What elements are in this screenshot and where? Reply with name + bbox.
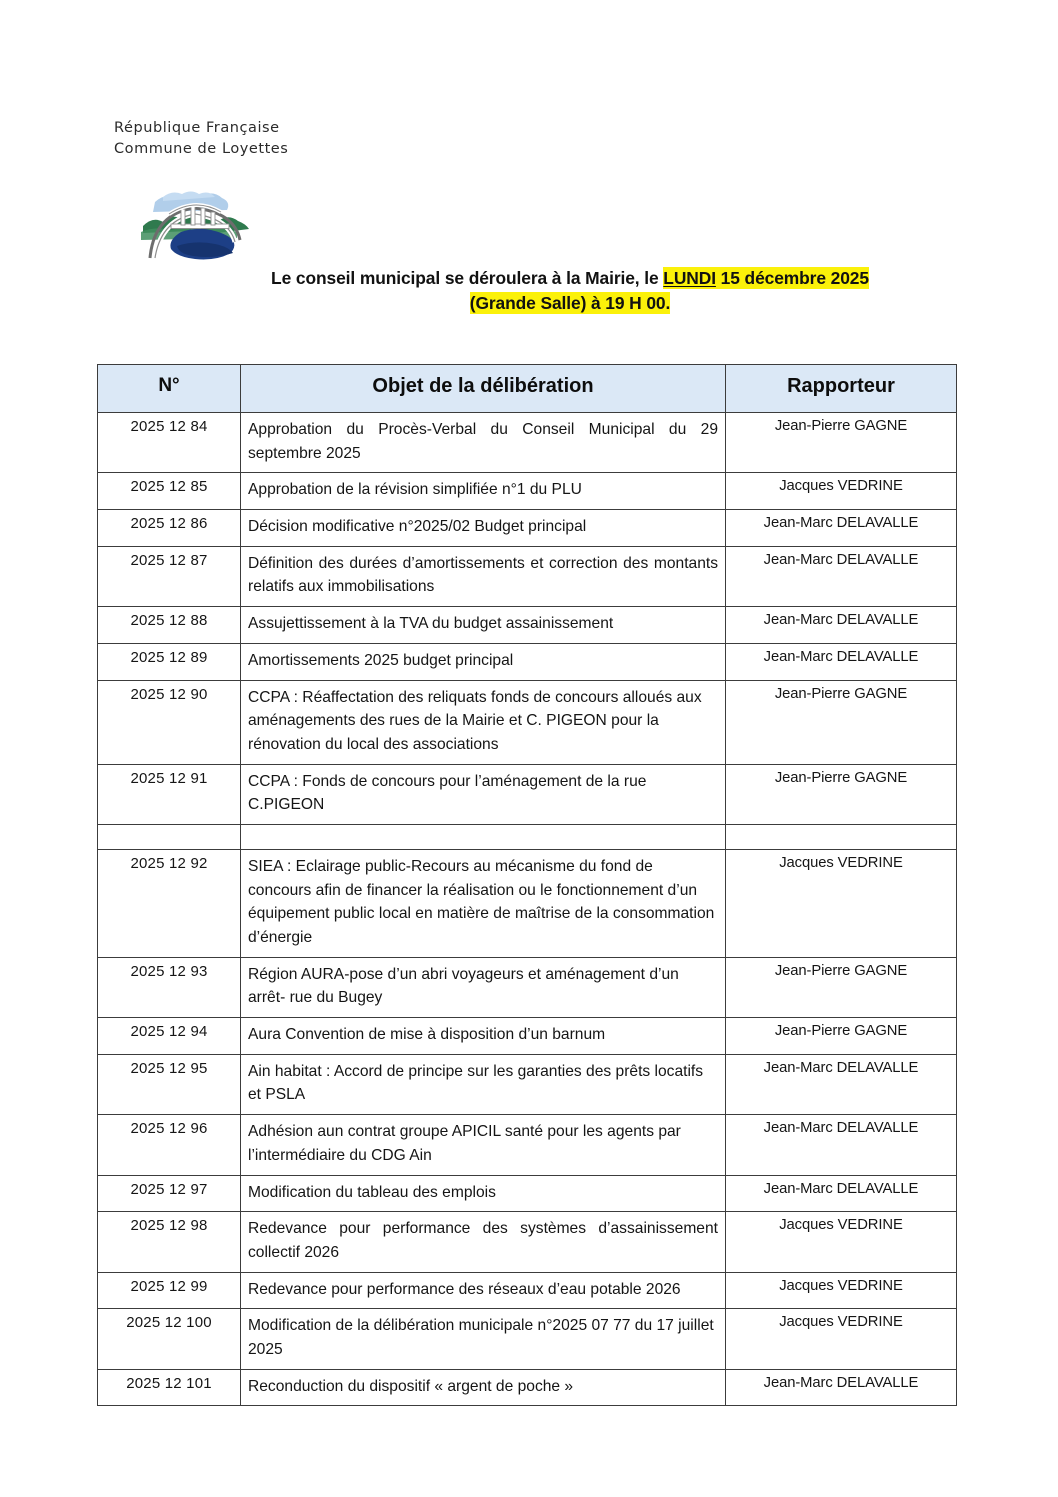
cell-numero [98, 824, 241, 849]
cell-numero: 2025 12 97 [98, 1175, 241, 1212]
table-row [98, 957, 957, 1017]
table-row [98, 1115, 957, 1175]
table-row [98, 546, 957, 606]
table-row [98, 413, 957, 473]
cell-objet: SIEA : Eclairage public-Recours au mécanisme du fond de concours afin de financer la réalisation ou le fonctionnement d’un équipement public local en matière de maîtrise de la consommation d’énergie [241, 849, 726, 957]
table-row [98, 764, 957, 824]
table-body [98, 413, 957, 1406]
cell-rapporteur [726, 824, 957, 849]
cell-numero: 2025 12 92 [98, 849, 241, 957]
table-row [98, 1175, 957, 1212]
table-row [98, 1369, 957, 1406]
cell-numero: 2025 12 96 [98, 1115, 241, 1175]
cell-rapporteur: Jean-Marc DELAVALLE [726, 607, 957, 644]
table-row [98, 680, 957, 764]
table-row [98, 1054, 957, 1114]
notice-date-highlight: 15 décembre 2025 [715, 268, 869, 288]
table-header-row [98, 365, 957, 413]
cell-rapporteur: Jacques VEDRINE [726, 1309, 957, 1369]
cell-rapporteur: Jacques VEDRINE [726, 849, 957, 957]
cell-rapporteur: Jean-Pierre GAGNE [726, 1018, 957, 1055]
cell-rapporteur: Jean-Pierre GAGNE [726, 413, 957, 473]
cell-objet: Ain habitat : Accord de principe sur les garanties des prêts locatifs et PSLA [241, 1054, 726, 1114]
letterhead [114, 118, 288, 160]
cell-objet: Amortissements 2025 budget principal [241, 643, 726, 680]
table-row [98, 1309, 957, 1369]
cell-rapporteur: Jean-Marc DELAVALLE [726, 643, 957, 680]
table-row [98, 849, 957, 957]
cell-numero: 2025 12 95 [98, 1054, 241, 1114]
cell-objet: Redevance pour performance des systèmes d’assainissement collectif 2026 [241, 1212, 726, 1272]
deliberations-table [97, 364, 957, 1406]
notice-prefix: Le conseil municipal se déroulera à la Mairie, le [271, 268, 664, 288]
cell-rapporteur: Jean-Marc DELAVALLE [726, 510, 957, 547]
cell-rapporteur: Jacques VEDRINE [726, 473, 957, 510]
cell-rapporteur: Jacques VEDRINE [726, 1272, 957, 1309]
column-header-numero: N° [98, 365, 241, 413]
cell-rapporteur: Jean-Marc DELAVALLE [726, 1115, 957, 1175]
cell-objet: Assujettissement à la TVA du budget assainissement [241, 607, 726, 644]
cell-rapporteur: Jean-Marc DELAVALLE [726, 1054, 957, 1114]
cell-numero: 2025 12 86 [98, 510, 241, 547]
table-row [98, 1018, 957, 1055]
cell-numero: 2025 12 101 [98, 1369, 241, 1406]
cell-objet: Définition des durées d’amortissements et correction des montants relatifs aux immobilisations [241, 546, 726, 606]
cell-rapporteur: Jean-Marc DELAVALLE [726, 546, 957, 606]
table-row-blank [98, 824, 957, 849]
cell-numero: 2025 12 91 [98, 764, 241, 824]
cell-rapporteur: Jean-Pierre GAGNE [726, 957, 957, 1017]
table-row [98, 510, 957, 547]
cell-numero: 2025 12 94 [98, 1018, 241, 1055]
cell-numero: 2025 12 85 [98, 473, 241, 510]
cell-numero: 2025 12 88 [98, 607, 241, 644]
cell-objet: CCPA : Fonds de concours pour l’aménagement de la rue C.PIGEON [241, 764, 726, 824]
table-row [98, 643, 957, 680]
cell-numero: 2025 12 99 [98, 1272, 241, 1309]
table-row [98, 473, 957, 510]
column-header-rapporteur: Rapporteur [726, 365, 957, 413]
cell-objet: Approbation du Procès-Verbal du Conseil Municipal du 29 septembre 2025 [241, 413, 726, 473]
cell-objet: Approbation de la révision simplifiée n°1 du PLU [241, 473, 726, 510]
cell-numero: 2025 12 90 [98, 680, 241, 764]
cell-numero: 2025 12 84 [98, 413, 241, 473]
cell-objet [241, 824, 726, 849]
cell-numero: 2025 12 98 [98, 1212, 241, 1272]
cell-rapporteur: Jean-Pierre GAGNE [726, 680, 957, 764]
letterhead-line-commune: Commune de Loyettes [114, 141, 289, 158]
cell-objet: Reconduction du dispositif « argent de poche » [241, 1369, 726, 1406]
deliberations-table-wrap [97, 364, 956, 1406]
meeting-notice [150, 266, 990, 316]
table-row [98, 1212, 957, 1272]
cell-objet: Région AURA-pose d’un abri voyageurs et aménagement d’un arrêt- rue du Bugey [241, 957, 726, 1017]
cell-objet: Modification de la délibération municipale n°2025 07 77 du 17 juillet 2025 [241, 1309, 726, 1369]
cell-rapporteur: Jean-Pierre GAGNE [726, 764, 957, 824]
cell-rapporteur: Jean-Marc DELAVALLE [726, 1369, 957, 1406]
cell-objet: Redevance pour performance des réseaux d’eau potable 2026 [241, 1272, 726, 1309]
notice-day-highlight: LUNDI [663, 268, 716, 288]
cell-objet: Décision modificative n°2025/02 Budget principal [241, 510, 726, 547]
cell-objet: Modification du tableau des emplois [241, 1175, 726, 1212]
notice-location-time-highlight: (Grande Salle) à 19 H 00. [469, 293, 671, 314]
cell-objet: Adhésion aun contrat groupe APICIL santé pour les agents par l’intermédiaire du CDG Ain [241, 1115, 726, 1175]
commune-logo-bridge-icon [137, 188, 255, 262]
table-row [98, 1272, 957, 1309]
cell-numero: 2025 12 93 [98, 957, 241, 1017]
cell-rapporteur: Jacques VEDRINE [726, 1212, 957, 1272]
cell-numero: 2025 12 89 [98, 643, 241, 680]
cell-objet: Aura Convention de mise à disposition d’un barnum [241, 1018, 726, 1055]
cell-objet: CCPA : Réaffectation des reliquats fonds de concours alloués aux aménagements des rues de la Mairie et C. PIGEON pour la rénovation du local des associations [241, 680, 726, 764]
column-header-objet: Objet de la délibération [241, 365, 726, 413]
cell-numero: 2025 12 100 [98, 1309, 241, 1369]
table-row [98, 607, 957, 644]
letterhead-line-republic: République Française [114, 120, 280, 136]
cell-numero: 2025 12 87 [98, 546, 241, 606]
cell-rapporteur: Jean-Marc DELAVALLE [726, 1175, 957, 1212]
